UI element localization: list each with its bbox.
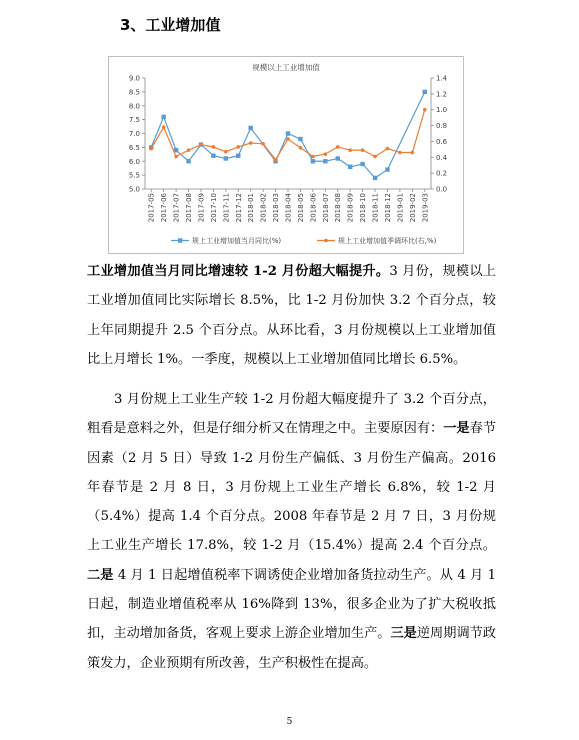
x-tick-label: 2018-11 bbox=[371, 193, 380, 223]
right-tick-label: 1.2 bbox=[436, 90, 448, 99]
text-run: 3 月份，规模以上工业增加值同比实际增长 8.5%，比 1-2 月份加快 3.2 个百分点，较上年同期提升 2.5 个百分点。从环比看，3 月份规模以上工业增加值比上月增长 1%。一季度，规模以上工业增加值同比增长 6.5%。 bbox=[87, 264, 496, 367]
series-2-point bbox=[423, 108, 427, 112]
paragraph-2 bbox=[87, 385, 496, 678]
series-2-point bbox=[261, 142, 265, 146]
chart-frame bbox=[108, 56, 464, 254]
x-tick-label: 2018-10 bbox=[359, 193, 368, 223]
left-tick-label: 6.5 bbox=[128, 143, 140, 152]
left-tick-label: 8.5 bbox=[128, 88, 140, 97]
x-tick-label: 2018-02 bbox=[259, 193, 268, 223]
series-2-point bbox=[187, 148, 191, 152]
series-1-point bbox=[373, 176, 377, 180]
x-tick-label: 2018-12 bbox=[383, 193, 392, 223]
series-2-point bbox=[212, 145, 216, 149]
bold-text-run: 二是 bbox=[87, 567, 114, 583]
text-run: 3 月份规上工业生产较 1-2 月份超大幅度提升了 3.2 个百分点，粗看是意料之外，但是仔细分析又在情理之中。主要原因有： bbox=[87, 392, 496, 437]
text-run: 春节因素（2 月 5 日）导致 1-2 月份生产偏低、3 月份生产偏高。2016 年春节是 2 月 8 日，3 月份规上工业生产增长 6.8%，较 1-2 月（5.4%）提高 1.4 个百分点。2008 年春节是 2 月 7 日，3 月份规上工业生产增长 17.8%，较 1-2 月（15.4%）提高 2.4 个百分点。 bbox=[87, 421, 497, 554]
x-tick-label: 2018-05 bbox=[296, 193, 305, 223]
series-2-point bbox=[373, 155, 377, 159]
x-tick-label: 2017-12 bbox=[234, 193, 243, 223]
right-tick-label: 0.6 bbox=[436, 137, 448, 146]
left-tick-label: 9.0 bbox=[128, 74, 140, 83]
legend-swatch-marker bbox=[178, 238, 182, 242]
x-tick-label: 2018-04 bbox=[284, 193, 293, 223]
series-2-point bbox=[236, 145, 240, 149]
series-2-point bbox=[361, 148, 365, 152]
series-2-point bbox=[336, 145, 340, 149]
series-1-point bbox=[236, 154, 240, 158]
bold-text-run: 工业增加值当月同比增速较 1-2 月份超大幅提升。 bbox=[87, 264, 390, 279]
text-run: 4 月 1 日起增值税率下调诱使企业增加备货拉动生产。从 4 月 1 日起，制造业增值税率从 16%降到 13%，很多企业为了扩大税收抵扣，主动增加备货，客观上要求上游企业增加生产。 bbox=[87, 567, 497, 642]
paragraph-1 bbox=[87, 257, 496, 374]
x-tick-label: 2017-07 bbox=[172, 193, 181, 223]
series-2-point bbox=[199, 143, 203, 147]
series-1-point bbox=[224, 156, 228, 160]
x-tick-label: 2017-10 bbox=[209, 193, 218, 223]
text-run: 逆周期调节政策发力，企业预期有所改善，生产积极性在提高。 bbox=[87, 626, 497, 671]
x-tick-label: 2018-07 bbox=[321, 193, 330, 223]
right-tick-label: 1.0 bbox=[436, 106, 448, 115]
series-1-point bbox=[336, 156, 340, 160]
left-tick-label: 5.5 bbox=[128, 171, 140, 180]
x-tick-label: 2018-03 bbox=[272, 193, 281, 223]
series-2-point bbox=[348, 148, 352, 152]
x-tick-label: 2018-08 bbox=[334, 193, 343, 223]
legend-label: 规上工业增加值当月同比(%) bbox=[192, 237, 282, 245]
x-tick-label: 2019-03 bbox=[421, 193, 430, 223]
series-2-point bbox=[162, 125, 166, 129]
x-tick-label: 2018-09 bbox=[346, 193, 355, 223]
series-2-point bbox=[299, 146, 303, 150]
series-2-point bbox=[386, 147, 390, 151]
series-1-point bbox=[360, 162, 364, 166]
legend-swatch-marker bbox=[324, 239, 328, 243]
series-1-point bbox=[423, 90, 427, 94]
x-tick-label: 2017-11 bbox=[222, 193, 231, 223]
x-tick-label: 2017-08 bbox=[185, 193, 194, 223]
bold-text-run: 三是 bbox=[390, 626, 417, 642]
series-1-point bbox=[286, 131, 290, 135]
series-2-point bbox=[174, 155, 178, 159]
series-2-point bbox=[224, 150, 228, 154]
x-tick-label: 2017-06 bbox=[160, 193, 169, 223]
series-2-point bbox=[411, 151, 415, 155]
series-1-point bbox=[311, 159, 315, 163]
left-tick-label: 7.5 bbox=[128, 116, 140, 125]
series-1-point bbox=[348, 165, 352, 169]
left-tick-label: 7.0 bbox=[128, 130, 140, 138]
right-tick-label: 0.4 bbox=[436, 153, 448, 162]
series-2-point bbox=[311, 155, 315, 159]
left-tick-label: 8.0 bbox=[128, 102, 140, 111]
series-2-point bbox=[286, 137, 290, 141]
page-number: 5 bbox=[286, 717, 293, 727]
series-1-point bbox=[186, 159, 190, 163]
series-1-point bbox=[161, 115, 165, 119]
series-2-point bbox=[324, 152, 328, 156]
x-tick-label: 2018-06 bbox=[309, 193, 318, 223]
left-tick-label: 5.0 bbox=[128, 185, 140, 194]
x-tick-label: 2017-05 bbox=[147, 193, 156, 223]
industrial-value-added-chart bbox=[109, 57, 463, 253]
right-tick-label: 1.4 bbox=[436, 74, 448, 83]
x-tick-label: 2018-01 bbox=[247, 193, 256, 223]
series-1-point bbox=[248, 126, 252, 130]
right-tick-label: 0.8 bbox=[436, 122, 448, 131]
chart-title: 规模以上工业增加值 bbox=[252, 63, 320, 72]
series-2-point bbox=[398, 151, 402, 155]
series-2-point bbox=[149, 147, 153, 151]
x-tick-label: 2017-09 bbox=[197, 193, 206, 223]
right-tick-label: 0.2 bbox=[436, 169, 448, 178]
section-heading: 3、工业增加值 bbox=[120, 16, 221, 34]
series-1-point bbox=[211, 154, 215, 158]
series-2-point bbox=[249, 141, 253, 145]
series-1-point bbox=[385, 167, 389, 171]
left-tick-label: 6.0 bbox=[128, 157, 140, 166]
right-tick-label: 0.0 bbox=[436, 185, 448, 194]
series-1-point bbox=[298, 137, 302, 141]
bold-text-run: 一是 bbox=[443, 421, 470, 437]
series-1-point bbox=[323, 159, 327, 163]
x-tick-label: 2019-01 bbox=[396, 193, 405, 223]
legend-label: 规上工业增加值季调环比(右,%) bbox=[338, 237, 437, 245]
series-2-point bbox=[274, 158, 278, 162]
x-tick-label: 2019-02 bbox=[408, 193, 417, 223]
